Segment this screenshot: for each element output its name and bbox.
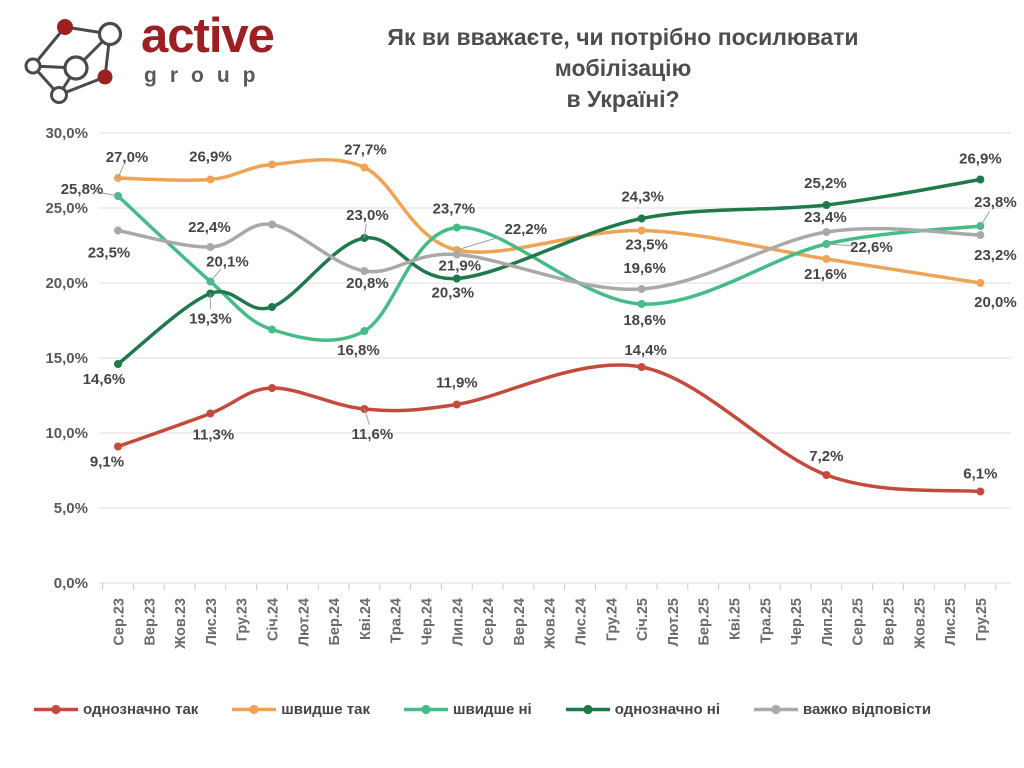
data-label: 23,7%: [432, 200, 476, 218]
data-label: 24,3%: [621, 188, 664, 206]
data-label: 20,3%: [431, 284, 475, 302]
data-label: 7,2%: [809, 448, 844, 466]
chart-title-line2: в Україні?: [566, 86, 680, 112]
data-label: 23,5%: [625, 236, 668, 254]
x-axis-tick-label: Січ.25: [635, 598, 652, 642]
data-point: [114, 227, 122, 235]
data-point: [638, 215, 646, 223]
label-leader-line: [210, 269, 221, 281]
data-label: 23,2%: [974, 247, 1017, 265]
x-axis-tick-label: Гру.23: [234, 598, 251, 642]
label-leader-line: [457, 237, 500, 250]
legend-item-definitely-no: [565, 701, 720, 718]
x-axis-tick-label: Вер.24: [511, 598, 528, 646]
x-axis-tick-label: Сер.23: [111, 598, 128, 646]
data-point: [638, 285, 646, 293]
data-label: 11,3%: [192, 426, 235, 444]
legend-marker-definitely-yes: [33, 703, 79, 716]
y-axis-tick-label: 20,0%: [45, 275, 88, 293]
data-point: [114, 360, 122, 368]
data-label: 14,4%: [624, 342, 667, 360]
data-point: [268, 326, 276, 334]
legend-label: швидше так: [281, 701, 370, 718]
data-label: 9,1%: [89, 453, 125, 471]
data-point: [638, 300, 646, 308]
x-axis-tick-label: Гру.25: [973, 598, 990, 642]
x-axis-tick-label: Кві.25: [727, 598, 744, 640]
data-label: 11,6%: [351, 426, 394, 444]
data-point: [360, 164, 368, 172]
x-axis-tick-label: Чер.24: [419, 598, 436, 646]
y-axis-tick-label: 15,0%: [45, 350, 88, 368]
data-point: [206, 176, 214, 184]
x-axis-tick-label: Кві.24: [357, 598, 374, 640]
data-label: 18,6%: [623, 312, 666, 330]
x-axis-tick-label: Бер.24: [327, 598, 344, 646]
data-label: 20,8%: [346, 275, 389, 293]
data-point: [453, 275, 461, 283]
data-point: [114, 443, 122, 451]
data-label: 25,2%: [804, 175, 847, 193]
x-axis-tick-label: Лис.24: [573, 598, 590, 646]
data-label: 21,9%: [438, 257, 482, 275]
x-axis-labels: [112, 598, 990, 650]
data-label: 23,0%: [346, 207, 389, 225]
x-axis-tick-label: Жов.25: [912, 598, 929, 649]
data-label: 22,6%: [850, 239, 893, 257]
legend-label: швидше ні: [452, 701, 532, 718]
data-point: [976, 176, 984, 184]
legend-marker-definitely-no: [565, 703, 611, 716]
y-axis-tick-label: 10,0%: [45, 425, 88, 443]
data-label: 26,9%: [189, 148, 232, 166]
data-label: 6,1%: [963, 465, 998, 483]
x-axis-tick-label: Жов.24: [542, 598, 559, 649]
label-leader-line: [980, 211, 989, 226]
data-label: 26,9%: [959, 150, 1002, 168]
x-axis-tick-label: Лип.24: [450, 598, 467, 647]
legend-label: однозначно ні: [614, 701, 721, 718]
y-gridlines: [99, 133, 1011, 583]
data-point: [206, 243, 214, 251]
data-point: [638, 363, 646, 371]
data-point: [453, 224, 461, 232]
y-axis-tick-label: 30,0%: [45, 125, 88, 143]
y-axis-tick-label: 25,0%: [45, 200, 88, 218]
series-definitely-no: [114, 176, 984, 369]
data-label: 19,3%: [189, 310, 232, 328]
data-point: [453, 401, 461, 409]
data-point: [360, 327, 368, 335]
x-axis-tick-label: Тра.24: [388, 598, 405, 644]
x-axis-tick-label: Лют.25: [665, 598, 682, 647]
legend-item-hard-to-answer: [753, 701, 931, 718]
data-label: 22,4%: [188, 219, 231, 237]
data-label: 20,0%: [974, 294, 1017, 312]
data-label: 23,8%: [974, 194, 1017, 212]
data-point: [976, 279, 984, 287]
x-tick-marks: [103, 583, 996, 590]
series-line-definitely-no: [118, 180, 980, 365]
data-label: 27,0%: [105, 149, 149, 167]
x-axis-tick-label: Сер.25: [850, 598, 867, 646]
legend-item-rather-yes: [231, 701, 370, 718]
data-labels-layer: [61, 142, 1017, 483]
x-axis-tick-label: Вер.23: [142, 598, 159, 646]
series-definitely-yes: [114, 363, 984, 496]
x-axis-tick-label: Гру.24: [604, 598, 621, 642]
x-axis-tick-label: Бер.25: [696, 598, 713, 646]
data-point: [206, 410, 214, 418]
x-axis-tick-label: Сер.24: [481, 598, 498, 646]
x-axis-tick-label: Лют.24: [296, 598, 313, 647]
brand-name: active: [141, 9, 274, 63]
data-label: 22,2%: [504, 221, 548, 239]
data-point: [976, 488, 984, 496]
data-label: 14,6%: [82, 371, 126, 389]
legend-marker-rather-yes: [231, 703, 277, 716]
data-point: [360, 267, 368, 275]
x-axis-tick-label: Лис.23: [203, 598, 220, 646]
chart-title-line1: Як ви вважаєте, чи потрібно посилювати мобілізацію: [387, 24, 859, 81]
data-point: [268, 221, 276, 229]
x-axis-tick-label: Лис.25: [943, 598, 960, 646]
data-label: 20,1%: [206, 253, 249, 271]
data-label: 23,5%: [87, 244, 131, 262]
data-point: [822, 255, 830, 263]
legend-item-rather-no: [403, 701, 532, 718]
data-label: 16,8%: [337, 342, 380, 360]
data-label: 23,4%: [804, 209, 847, 227]
chart-legend: [33, 701, 931, 718]
data-label: 27,7%: [344, 141, 387, 159]
data-point: [638, 227, 646, 235]
data-point: [822, 201, 830, 209]
data-point: [976, 231, 984, 239]
legend-label: однозначно так: [83, 701, 199, 718]
x-axis-tick-label: Тра.25: [758, 598, 775, 644]
x-axis-tick-label: Вер.25: [881, 598, 898, 646]
legend-marker-hard-to-answer: [753, 703, 799, 716]
legend-item-definitely-yes: [33, 701, 198, 718]
series-line-definitely-yes: [118, 365, 980, 492]
legend-label: важко відповісти: [803, 701, 932, 718]
data-point: [822, 228, 830, 236]
data-label: 25,8%: [60, 181, 104, 199]
data-label: 21,6%: [804, 266, 847, 284]
x-axis-tick-label: Чер.25: [789, 598, 806, 646]
y-axis-tick-label: 0,0%: [53, 575, 88, 593]
data-point: [268, 161, 276, 169]
data-label: 19,6%: [623, 260, 666, 278]
data-point: [268, 303, 276, 311]
data-point: [268, 384, 276, 392]
x-axis-tick-label: Січ.24: [265, 598, 282, 642]
x-axis-tick-label: Лип.25: [819, 598, 836, 647]
data-label: 11,9%: [435, 374, 478, 392]
x-axis-tick-label: Жов.23: [173, 598, 190, 649]
data-point: [822, 471, 830, 479]
legend-marker-rather-no: [403, 703, 449, 716]
brand-subname: group: [144, 64, 269, 87]
y-axis-tick-label: 5,0%: [53, 500, 88, 518]
